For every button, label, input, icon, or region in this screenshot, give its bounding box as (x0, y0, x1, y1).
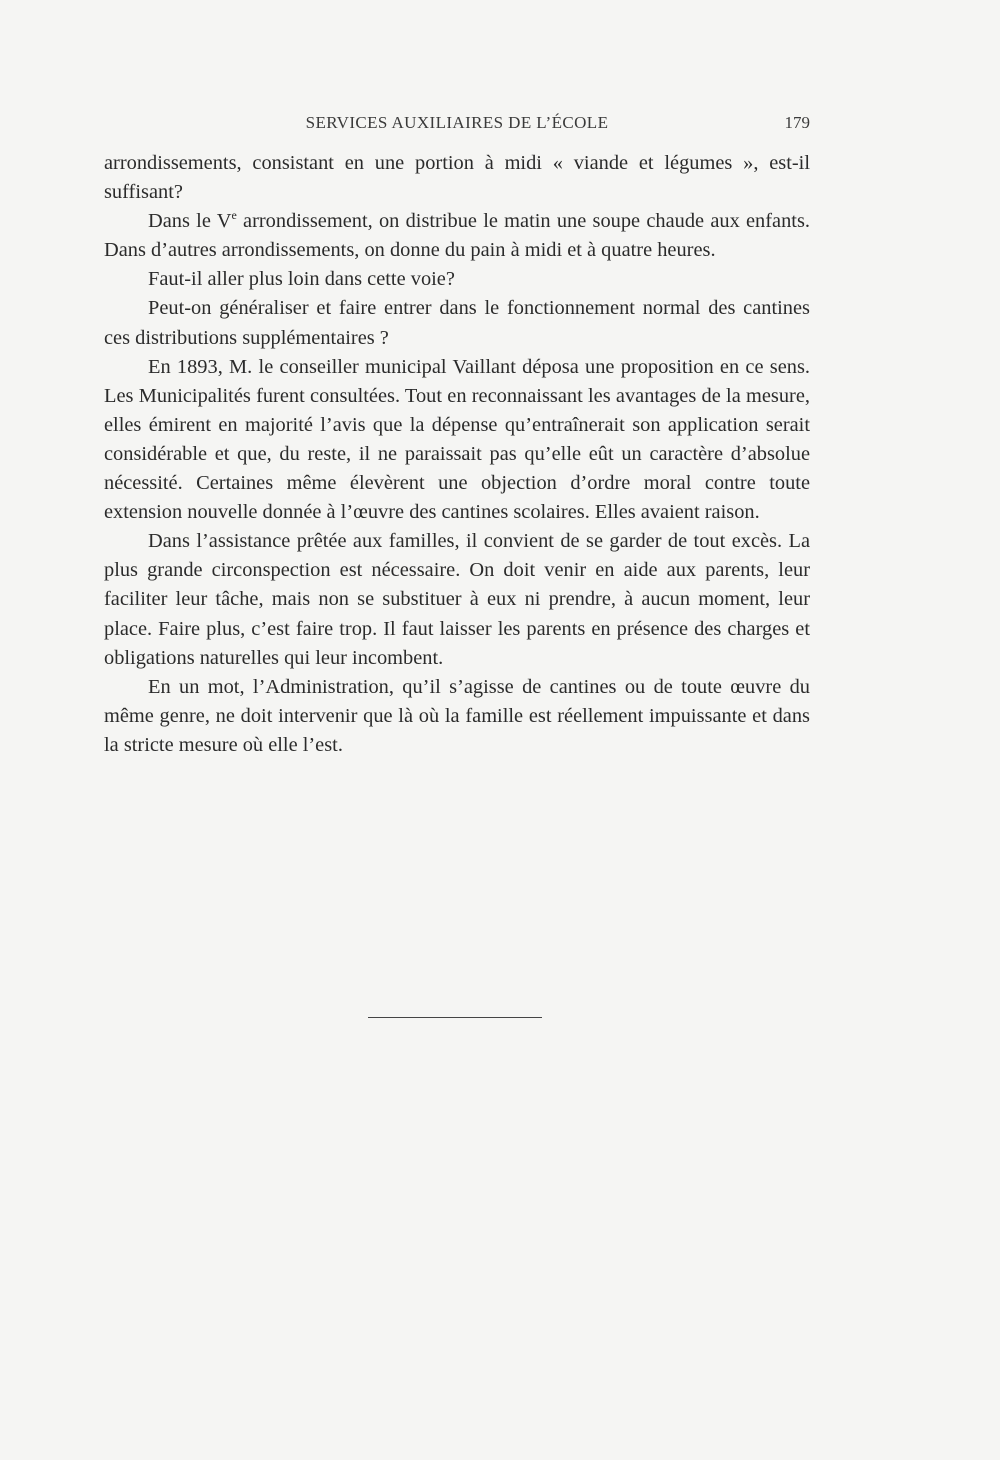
paragraph-3: Faut-il aller plus loin dans cette voie? (148, 268, 455, 291)
running-title: SERVICES AUXILIAIRES DE L’ÉCOLE (305, 113, 609, 132)
paragraph-1: arrondissements, consistant en une portion à midi « viande et légumes », est-il suffisant? (104, 152, 810, 204)
superscript-e: e (231, 208, 237, 223)
paragraph-6: Dans l’assistance prêtée aux familles, il convient de se garder de tout excès. La plus grande circonspection est nécessaire. On doit venir en aide aux parents, leur faciliter leur tâche, mais non se substituer à eux ni prendre, à aucun moment, leur place. Faire plus, c’est faire trop. Il faut laisser les parents en présence des charges et obligations naturelles qui leur incombent. (104, 530, 810, 669)
paragraph-2-start: Dans le V (148, 210, 232, 233)
paragraph-7: En un mot, l’Administration, qu’il s’agisse de cantines ou de toute œuvre du même genre, ne doit intervenir que là où la famille est réellement impuissante et dans la stricte mesure où elle l’est. (104, 675, 810, 756)
page-number: 179 (784, 113, 810, 132)
running-head (104, 113, 810, 137)
paragraph-2-rest: arrondissement, on distribue le matin une soupe chaude aux enfants. Dans d’autres arrondissements, on donne du pain à midi et à quatre heures. (104, 210, 810, 262)
body-text (104, 149, 810, 760)
paragraph-4: Peut-on généraliser et faire entrer dans le fonctionnement normal des cantines ces distributions supplémentaires ? (104, 297, 810, 349)
paragraph-2 (104, 207, 810, 265)
paragraph-5: En 1893, M. le conseiller municipal Vaillant déposa une proposition en ce sens. Les Municipalités furent consultées. Tout en reconnaissant les avantages de la mesure, elles émirent en majorité l’avis que la dépense qu’entraînerait son application serait considérable et que, du reste, il ne paraissait pas qu’elle eût un caractère d’absolue nécessité. Certaines même élevèrent une objection d’ordre moral contre toute extension nouvelle donnée à l’œuvre des cantines scolaires. Elles avaient raison. (104, 355, 810, 524)
chapter-end-rule (368, 1017, 542, 1018)
